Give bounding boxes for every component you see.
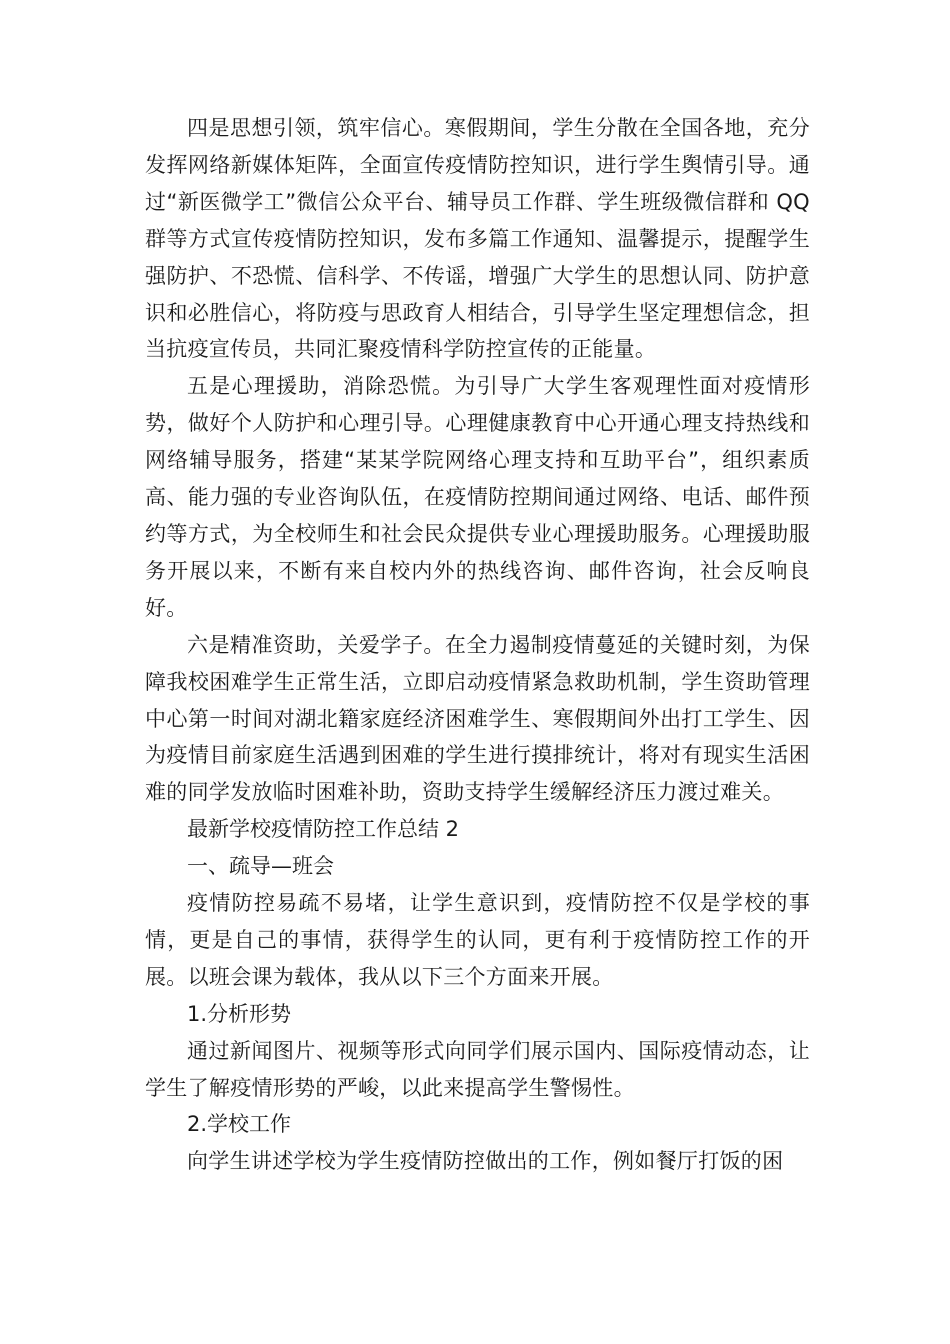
document-page — [145, 110, 810, 1180]
paragraph-precise-funding: 六是精准资助，关爱学子。在全力遏制疫情蔓延的关键时刻，为保障我校困难学生正常生活，立即启动疫情紧急救助机制，学生资助管理中心第一时间对湖北籍家庭经济困难学生、寒假期间外出打工学生、因为疫情目前家庭生活遇到困难的学生进行摸排统计，将对有现实生活困难的同学发放临时困难补助，资助支持学生缓解经济压力渡过难关。 — [145, 632, 810, 805]
paragraph-psychological-aid: 五是心理援助，消除恐慌。为引导广大学生客观理性面对疫情形势，做好个人防护和心理引导。心理健康教育中心开通心理支持热线和网络辅导服务，搭建“某某学院网络心理支持和互助平台”，组织素质高、能力强的专业咨询队伍，在疫情防控期间通过网络、电话、邮件预约等方式，为全校师生和社会民众提供专业心理援助服务。心理援助服务开展以来，不断有来自校内外的热线咨询、邮件咨询，社会反响良好。 — [145, 374, 810, 620]
paragraph-school-work: 向学生讲述学校为学生疫情防控做出的工作，例如餐厅打饭的困 — [187, 1149, 784, 1174]
paragraph-analysis: 通过新闻图片、视频等形式向同学们展示国内、国际疫情动态，让学生了解疫情形势的严峻，以此来提高学生警惕性。 — [145, 1038, 810, 1100]
section-title: 最新学校疫情防控工作总结 2 — [187, 817, 460, 842]
item-title-school-work: 2.学校工作 — [187, 1112, 292, 1137]
subsection-title: 一、疏导—班会 — [187, 854, 334, 879]
paragraph-thought-guidance: 四是思想引领，筑牢信心。寒假期间，学生分散在全国各地，充分发挥网络新媒体矩阵，全面宣传疫情防控知识，进行学生舆情引导。通过“新医微学工”微信公众平台、辅导员工作群、学生班级微信群和 QQ 群等方式宣传疫情防控知识，发布多篇工作通知、温馨提示，提醒学生强防护、不恐慌、信科学、不传谣，增强广大学生的思想认同、防护意识和必胜信心，将防疫与思政育人相结合，引导学生坚定理想信念，担当抗疫宣传员，共同汇聚疫情科学防控宣传的正能量。 — [145, 116, 810, 362]
paragraph-class-meeting: 疫情防控易疏不易堵，让学生意识到，疫情防控不仅是学校的事情，更是自己的事情，获得学生的认同，更有利于疫情防控工作的开展。以班会课为载体，我从以下三个方面来开展。 — [145, 891, 810, 989]
item-title-analysis: 1.分析形势 — [187, 1001, 292, 1026]
